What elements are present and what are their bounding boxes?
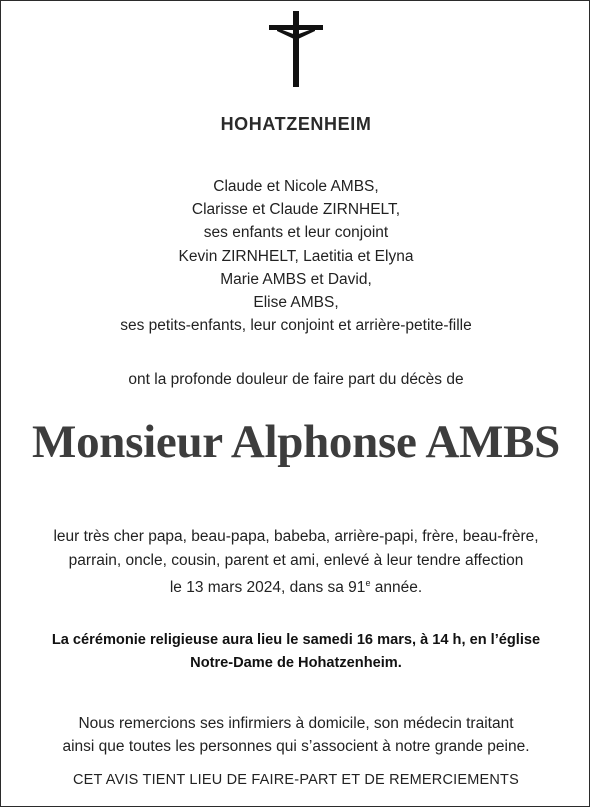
family-line: Marie AMBS et David, [220,270,372,288]
deceased-name: Monsieur Alphonse AMBS [32,416,560,468]
family-line: ses petits-enfants, leur conjoint et arrière-petite-fille [120,317,472,335]
family-list [1,175,590,337]
family-line: Claude et Nicole AMBS, [213,178,379,195]
description-line: parrain, oncle, cousin, parent et ami, enlevé à leur tendre affection [68,551,524,569]
death-date-text: le 13 mars 2024, dans sa 91 [169,579,366,596]
family-line: Clarisse et Claude ZIRNHELT, [191,201,401,219]
notice-footer: CET AVIS TIENT LIEU DE FAIRE-PART ET DE REMERCIEMENTS [73,772,519,788]
family-line: ses enfants et leur conjoint [203,224,389,242]
deceased-description [1,525,590,600]
description-line [1,572,590,600]
thanks-line: Nous remercions ses infirmiers à domicile, son médecin traitant [78,715,514,732]
ceremony-info [1,629,590,675]
town-heading: HOHATZENHEIM [220,114,372,134]
family-line: Elise AMBS, [253,294,339,312]
ordinal-suffix: e [365,578,371,588]
ceremony-line: La cérémonie religieuse aura lieu le samedi 16 mars, à 14 h, en l’église [51,632,541,648]
announcement-intro: ont la profonde douleur de faire part du décès de [128,371,464,388]
thanks-line: ainsi que toutes les personnes qui s’associent à notre grande peine. [62,738,530,755]
ceremony-line: Notre-Dame de Hohatzenheim. [190,655,402,671]
family-line: Kevin ZIRNHELT, Laetitia et Elyna [178,247,414,265]
description-line: leur très cher papa, beau-papa, babeba, arrière-papi, frère, beau-frère, [53,528,539,545]
year-text: année. [370,579,423,596]
thanks-text [1,712,590,758]
crucifix-icon [267,11,325,87]
